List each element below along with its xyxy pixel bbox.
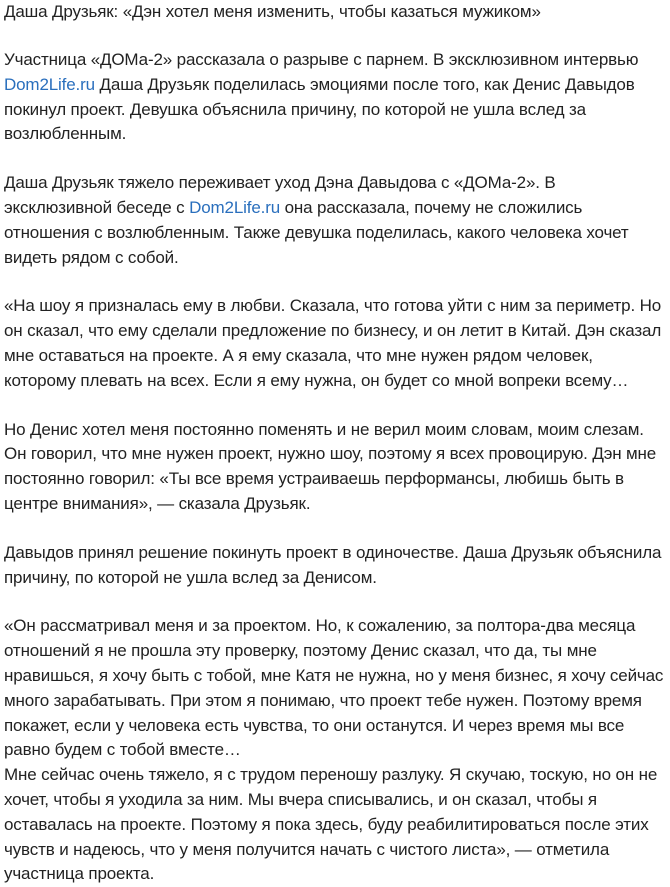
spacer bbox=[4, 147, 668, 171]
spacer bbox=[4, 590, 668, 614]
quote-paragraph-1: «На шоу я призналась ему в любви. Сказала, что готова уйти с ним за периметр. Но он сказал, что ему сделали предложение по бизнесу, и он летит в Китай. Дэн сказал мне оставаться на проекте. А я ему сказала, что мне нужен рядом человек, которому плевать на всех. Если я ему нужна, он будет со мной вопреки всему… bbox=[4, 296, 662, 390]
paragraph-lead bbox=[4, 171, 668, 270]
quote-paragraph-4: Мне сейчас очень тяжело, я с трудом переношу разлуку. Я скучаю, тоскую, но он не хочет, чтобы я уходила за ним. Мы вчера списывались, и он сказал, чтобы я оставалась на проекте. Поэтому я пока здесь, буду реабилитироваться после этих чувств и надеюсь, что у меня получится начать с чистого листа», — отметила участница проекта. bbox=[4, 765, 658, 884]
spacer bbox=[4, 517, 668, 541]
article-title: Даша Друзьяк: «Дэн хотел меня изменить, чтобы казаться мужиком» bbox=[4, 2, 541, 21]
paragraph-text: Даша Друзьяк поделилась эмоциями после того, как Денис Давыдов покинул проект. Девушка объяснила причину, по которой не ушла вслед за возлюбленным. bbox=[4, 74, 635, 144]
spacer bbox=[4, 24, 668, 48]
paragraph-text: Даша Друзьяк тяжело переживает уход Дэна Давыдова с «ДОМа-2». В эксклюзивной беседе с bbox=[4, 173, 556, 217]
quote-paragraph-2: Но Денис хотел меня постоянно поменять и не верил моим словам, моим слезам. Он говорил, что мне нужен проект, нужно шоу, поэтому я всех провоцирую. Дэн мне постоянно говорил: «Ты все время устраиваешь перформансы, любишь быть в центре внимания», — сказала Друзьяк. bbox=[4, 419, 657, 513]
dom2life-link[interactable]: Dom2Life.ru bbox=[189, 197, 281, 217]
spacer bbox=[4, 270, 668, 294]
paragraph-intro bbox=[4, 48, 668, 147]
spacer bbox=[4, 394, 668, 418]
dom2life-link[interactable]: Dom2Life.ru bbox=[4, 74, 95, 94]
quote-paragraph-3: «Он рассматривал меня и за проектом. Но, к сожалению, за полтора-два месяца отношений я не прошла эту проверку, поэтому Денис сказал, что да, ты мне нравишься, я хочу быть с тобой, мне Катя не нужна, но у меня бизнес, я хочу сейчас много зарабатывать. При этом я понимаю, что проект тебе нужен. Поэтому время покажет, если у человека есть чувства, то они останутся. И через время мы все равно будем с тобой вместе… bbox=[4, 616, 664, 760]
paragraph-text: она рассказала, почему не сложились отношения с возлюбленным. Также девушка поделилась, какого человека хочет видеть рядом с собой. bbox=[4, 197, 629, 267]
paragraph-text: Участница «ДОМа-2» рассказала о разрыве с парнем. В эксклюзивном интервью bbox=[4, 50, 639, 69]
paragraph-transition: Давыдов принял решение покинуть проект в одиночестве. Даша Друзьяк объяснила причину, по которой не ушла вслед за Денисом. bbox=[4, 542, 662, 587]
